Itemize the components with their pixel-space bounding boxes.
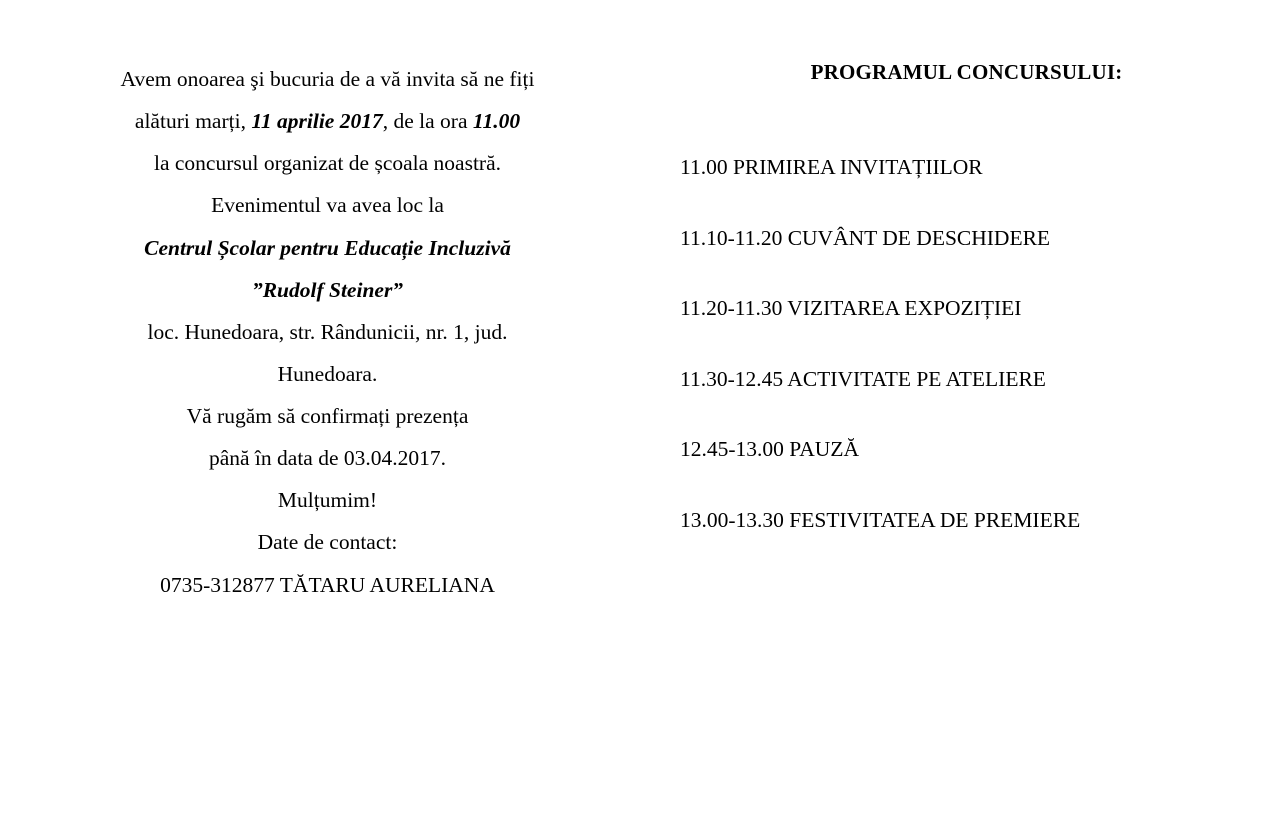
invitation-text-segment: Vă rugăm să confirmați prezența bbox=[186, 404, 469, 428]
invitation-line-7 bbox=[60, 311, 595, 353]
invitation-text-segment: Mulțumim! bbox=[277, 488, 378, 513]
invitation-line-8 bbox=[60, 353, 595, 395]
invitation-line-2 bbox=[60, 100, 595, 142]
invitation-text-segment: , de la ora bbox=[382, 109, 473, 134]
program-item: 11.20-11.30 VIZITAREA EXPOZIȚIEI bbox=[680, 296, 1022, 320]
program-item: 11.00 PRIMIREA INVITAȚIILOR bbox=[680, 155, 983, 179]
invitation-line-12 bbox=[60, 521, 595, 563]
invitation-line-13 bbox=[60, 564, 595, 606]
invitation-text-segment: Date de contact: bbox=[257, 530, 398, 555]
invitation-text-segment: Hunedoara. bbox=[277, 361, 378, 386]
invitation-line-4 bbox=[60, 184, 595, 226]
invitation-text-segment: 11 aprilie 2017 bbox=[251, 109, 383, 134]
program-column bbox=[640, 0, 1275, 825]
invitation-text-segment: Avem onoarea şi bucuria de a vă invita să ne fiți bbox=[120, 67, 535, 91]
program-item: 11.10-11.20 CUVÂNT DE DESCHIDERE bbox=[680, 225, 1051, 250]
invitation-body bbox=[60, 58, 595, 606]
invitation-text-segment: ”Rudolf Steiner” bbox=[251, 277, 404, 302]
invitation-line-5 bbox=[60, 227, 595, 269]
invitation-text-segment: Evenimentul va avea loc la bbox=[211, 193, 444, 218]
invitation-line-6 bbox=[60, 269, 595, 311]
invitation-text-segment: la concursul organizat de școala noastră. bbox=[153, 151, 502, 176]
invitation-text-segment: alături marți, bbox=[134, 109, 252, 134]
program-item: 12.45-13.00 PAUZĂ bbox=[680, 437, 859, 461]
invitation-text-segment: Centrul Școlar pentru Educație Incluzivă bbox=[144, 235, 511, 260]
program-list bbox=[680, 157, 1235, 531]
program-title: PROGRAMUL CONCURSULUI: bbox=[810, 60, 1123, 84]
program-item: 11.30-12.45 ACTIVITATE PE ATELIERE bbox=[680, 366, 1046, 391]
program-item: 13.00-13.30 FESTIVITATEA DE PREMIERE bbox=[680, 507, 1081, 532]
invitation-line-1 bbox=[60, 58, 595, 100]
invitation-line-9 bbox=[60, 395, 595, 437]
invitation-text-segment: 0735-312877 TĂTARU AURELIANA bbox=[160, 572, 495, 597]
invitation-text-segment: 11.00 bbox=[472, 109, 521, 134]
invitation-line-3 bbox=[60, 142, 595, 184]
invitation-line-11 bbox=[60, 479, 595, 521]
invitation-text-segment: până în data de 03.04.2017. bbox=[208, 446, 447, 471]
invitation-line-10 bbox=[60, 437, 595, 479]
invitation-text-segment: loc. Hunedoara, str. Rândunicii, nr. 1, jud. bbox=[147, 319, 508, 344]
